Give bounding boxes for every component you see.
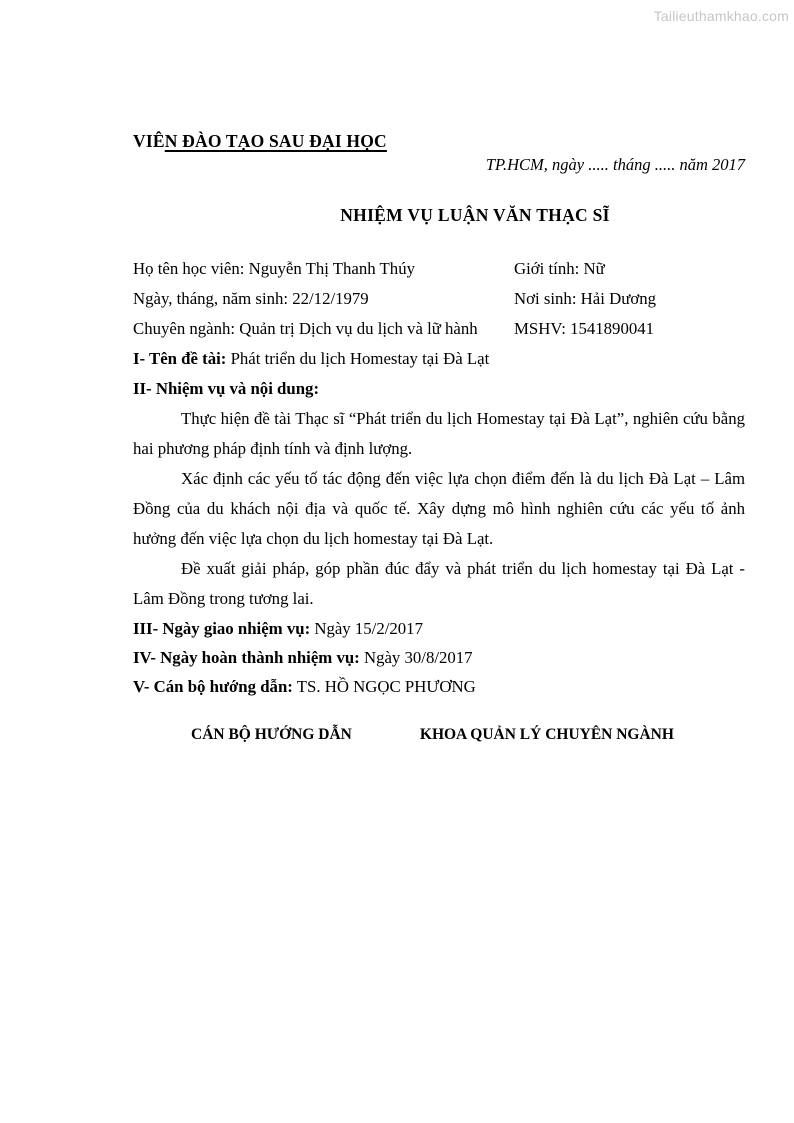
institute-heading-underlined: N ĐÀO TẠO SAU ĐẠI HỌC: [164, 131, 387, 151]
supervisor-value: TS. HỒ NGỌC PHƯƠNG: [292, 677, 476, 696]
institute-heading-prefix: VIÊ: [133, 131, 165, 151]
task-paragraph: Đề xuất giải pháp, góp phần đúc đẩy và phát triển du lịch homestay tại Đà Lạt - Lâm Đồng trong tương lai.: [133, 559, 745, 608]
student-info: [133, 254, 745, 344]
gender-field: Giới tính: Nữ: [514, 259, 605, 278]
student-info-row: [133, 314, 745, 344]
student-name-field: Họ tên học viên: Nguyễn Thị Thanh Thúy: [133, 259, 415, 278]
task-paragraph: Thực hiện đề tài Thạc sĩ “Phát triển du lịch Homestay tại Đà Lạt”, nghiên cứu bằng hai phương pháp định tính và định lượng.: [133, 409, 745, 458]
document-title: NHIỆM VỤ LUẬN VĂN THẠC SĨ: [340, 205, 610, 225]
section-assign-date: [133, 614, 745, 643]
topic-value: Phát triển du lịch Homestay tại Đà Lạt: [226, 349, 490, 368]
document-content: [133, 0, 745, 746]
birthdate-field: Ngày, tháng, năm sinh: 22/12/1979: [133, 289, 369, 308]
major-field: Chuyên ngành: Quản trị Dịch vụ du lịch và lữ hành: [133, 319, 478, 338]
signature-row: [133, 724, 745, 746]
topic-label: I- Tên đề tài:: [133, 349, 227, 368]
institute-heading: [133, 130, 745, 153]
complete-date-label: IV- Ngày hoàn thành nhiệm vụ:: [133, 648, 360, 667]
birthplace-field: Nơi sinh: Hải Dương: [514, 289, 656, 308]
section-topic: [133, 344, 745, 374]
student-info-row: [133, 284, 745, 314]
student-info-row: [133, 254, 745, 284]
site-watermark: Tailieuthamkhao.com: [653, 8, 789, 24]
supervisor-signature-caption: CÁN BỘ HƯỚNG DẪN: [191, 726, 352, 743]
section-supervisor: [133, 672, 745, 701]
document-sections: [133, 344, 745, 746]
complete-date-value: Ngày 30/8/2017: [359, 648, 473, 667]
faculty-signature-caption: KHOA QUẢN LÝ CHUYÊN NGÀNH: [419, 726, 674, 743]
supervisor-label: V- Cán bộ hướng dẫn:: [133, 677, 293, 696]
dates-block: [133, 614, 745, 701]
assign-date-label: III- Ngày giao nhiệm vụ:: [133, 619, 311, 638]
section-task-heading: II- Nhiệm vụ và nội dung:: [133, 379, 320, 398]
student-id-field: MSHV: 1541890041: [514, 319, 655, 338]
assign-date-value: Ngày 15/2/2017: [310, 619, 423, 638]
section-complete-date: [133, 643, 745, 672]
place-date-line: TP.HCM, ngày ..... tháng ..... năm 2017: [485, 155, 745, 174]
task-paragraph: Xác định các yếu tố tác động đến việc lựa chọn điểm đến là du lịch Đà Lạt – Lâm Đồng của du khách nội địa và quốc tế. Xây dựng mô hình nghiên cứu các yếu tố ảnh hưởng đến việc lựa chọn du lịch homestay tại Đà Lạt.: [133, 469, 745, 548]
